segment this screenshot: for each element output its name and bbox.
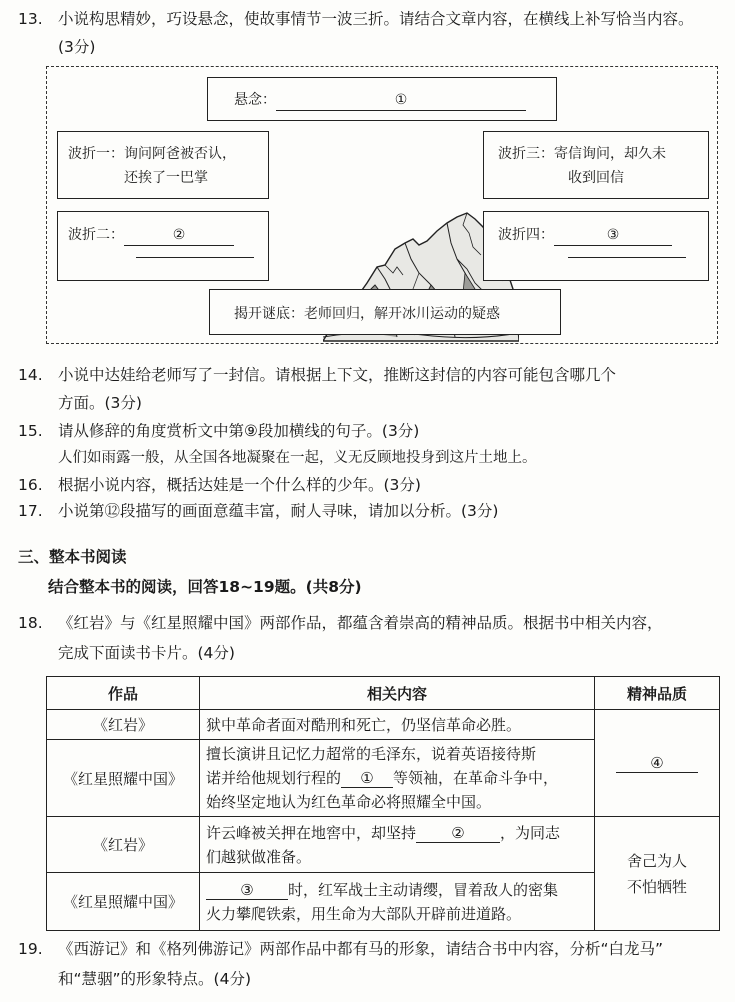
q14-text: 小说中达娃给老师写了一封信。请根据上下文，推断这封信的内容可能包含哪几个: [58, 366, 617, 384]
q15-number: 15.: [18, 422, 43, 440]
twist2-blank[interactable]: ②: [124, 225, 234, 246]
twist3-text1: 寄信询问，却久未: [554, 146, 666, 162]
twist4-box: [483, 211, 709, 281]
suspense-box: [207, 77, 557, 121]
q13-score: (3分): [58, 38, 96, 56]
header-content: 相关内容: [200, 677, 595, 710]
q18-number: 18.: [18, 614, 43, 632]
quality-cell-bottom: [595, 817, 720, 931]
section3-title: 三、整本书阅读: [18, 548, 127, 566]
reveal-box: [209, 289, 561, 335]
section3-subtitle: 结合整本书的阅读，回答18~19题。(共8分): [48, 578, 362, 596]
q17-number: 17.: [18, 502, 43, 520]
q15-text: 请从修辞的角度赏析文中第⑨段加横线的句子。(3分): [58, 422, 420, 440]
q16-number: 16.: [18, 476, 43, 494]
q19-number: 19.: [18, 940, 43, 958]
row4-content-b: 火力攀爬铁索，用生命为大部队开辟前进道路。: [206, 904, 522, 923]
twist2-label: 波折二：: [68, 227, 124, 243]
q18-text: 《红岩》与《红星照耀中国》两部作品，都蕴含着崇高的精神品质。根据书中相关内容，: [58, 614, 663, 632]
header-quality: 精神品质: [595, 677, 720, 710]
twist2-blank-line2[interactable]: [136, 256, 254, 258]
row3-content-b: ，为同志: [500, 823, 561, 842]
row2-content-mid: [206, 766, 588, 790]
reveal-text: 揭开谜底：老师回归，解开冰川运动的疑惑: [234, 306, 500, 322]
suspense-label: 悬念：: [234, 92, 276, 108]
row4-work: 《红星照耀中国》: [47, 873, 200, 931]
twist4-label: 波折四：: [498, 227, 554, 243]
q15-line1: [18, 418, 419, 444]
q19-text: 《西游记》和《格列佛游记》两部作品中都有马的形象，请结合书中内容，分析“白龙马”: [58, 940, 664, 958]
row4-content-line1: [206, 878, 588, 902]
q18-line1: [18, 610, 663, 636]
q16-line1: [18, 472, 421, 498]
q19-line2: 和“慧骃”的形象特点。(4分): [58, 970, 252, 988]
row2-content-b: 诺并给他规划行程的: [206, 769, 342, 787]
row3-content-a: 许云峰被关押在地窖中，却坚持: [206, 823, 417, 842]
q18-line2: 完成下面读书卡片。(4分): [58, 644, 235, 662]
header-work: 作品: [47, 677, 200, 710]
q13-text: 小说构思精妙，巧设悬念，使故事情节一波三折。请结合文章内容，在横线上补写恰当内容。: [58, 10, 694, 28]
q16-text: 根据小说内容，概括达娃是一个什么样的少年。(3分): [58, 476, 421, 494]
row3-content-line1: [206, 821, 588, 845]
twist4-blank-line2[interactable]: [568, 256, 686, 258]
row2-content: [200, 740, 595, 817]
row3-content: [200, 817, 595, 873]
row3-work: 《红岩》: [47, 817, 200, 873]
q13-number: 13.: [18, 10, 43, 28]
row2-work: 《红星照耀中国》: [47, 740, 200, 817]
q19-line1: [18, 936, 663, 962]
reading-card-table: [46, 676, 720, 931]
plot-diagram: [46, 66, 718, 344]
q15-sentence: 人们如雨露一般，从全国各地凝聚在一起，义无反顾地投身到这片土地上。: [58, 450, 537, 466]
twist1-text1: 询问阿爸被否认，: [124, 146, 236, 162]
twist3-text2: 收到回信: [568, 170, 624, 186]
table-header-row: [47, 677, 720, 710]
q14-number: 14.: [18, 366, 43, 384]
quality-cell-top: [595, 710, 720, 817]
table-row: [47, 817, 720, 873]
twist1-box: [57, 131, 269, 199]
twist1-text2: 还挨了一巴掌: [124, 170, 208, 186]
row2-content-c: 等领袖，在革命斗争中，: [393, 769, 559, 787]
row2-content-d: 始终坚定地认为红色革命必将照耀全中国。: [206, 793, 492, 811]
quality-blank-4[interactable]: ④: [616, 754, 698, 773]
q17-line1: [18, 498, 498, 524]
row3-content-c: 们越狱做准备。: [206, 847, 312, 866]
row3-blank-2[interactable]: ②: [416, 824, 500, 843]
row1-work: 《红岩》: [47, 710, 200, 740]
q14-line1: [18, 362, 616, 388]
row4-blank-3[interactable]: ③: [206, 881, 288, 900]
quality-line1: 舍己为人: [626, 851, 687, 870]
suspense-blank[interactable]: ①: [276, 90, 526, 111]
table-row: [47, 710, 720, 740]
q14-line2: 方面。(3分): [58, 394, 142, 412]
row4-content: [200, 873, 595, 931]
twist4-blank[interactable]: ③: [554, 225, 672, 246]
row1-content: 狱中革命者面对酷刑和死亡，仍坚信革命必胜。: [200, 710, 595, 740]
row2-blank-1[interactable]: ①: [341, 769, 393, 788]
q13-line1: [18, 6, 694, 32]
quality-line2: 不怕牺牲: [626, 877, 687, 896]
twist3-box: [483, 131, 709, 199]
row4-content-a: 时，红军战士主动请缨，冒着敌人的密集: [288, 880, 559, 899]
twist1-label: 波折一：: [68, 146, 124, 162]
row2-content-a: 擅长演讲且记忆力超常的毛泽东，说着英语接待斯: [206, 745, 537, 763]
q17-text: 小说第⑫段描写的画面意蕴丰富，耐人寻味，请加以分析。(3分): [58, 502, 499, 520]
twist2-box: [57, 211, 269, 281]
twist3-label: 波折三：: [498, 146, 554, 162]
